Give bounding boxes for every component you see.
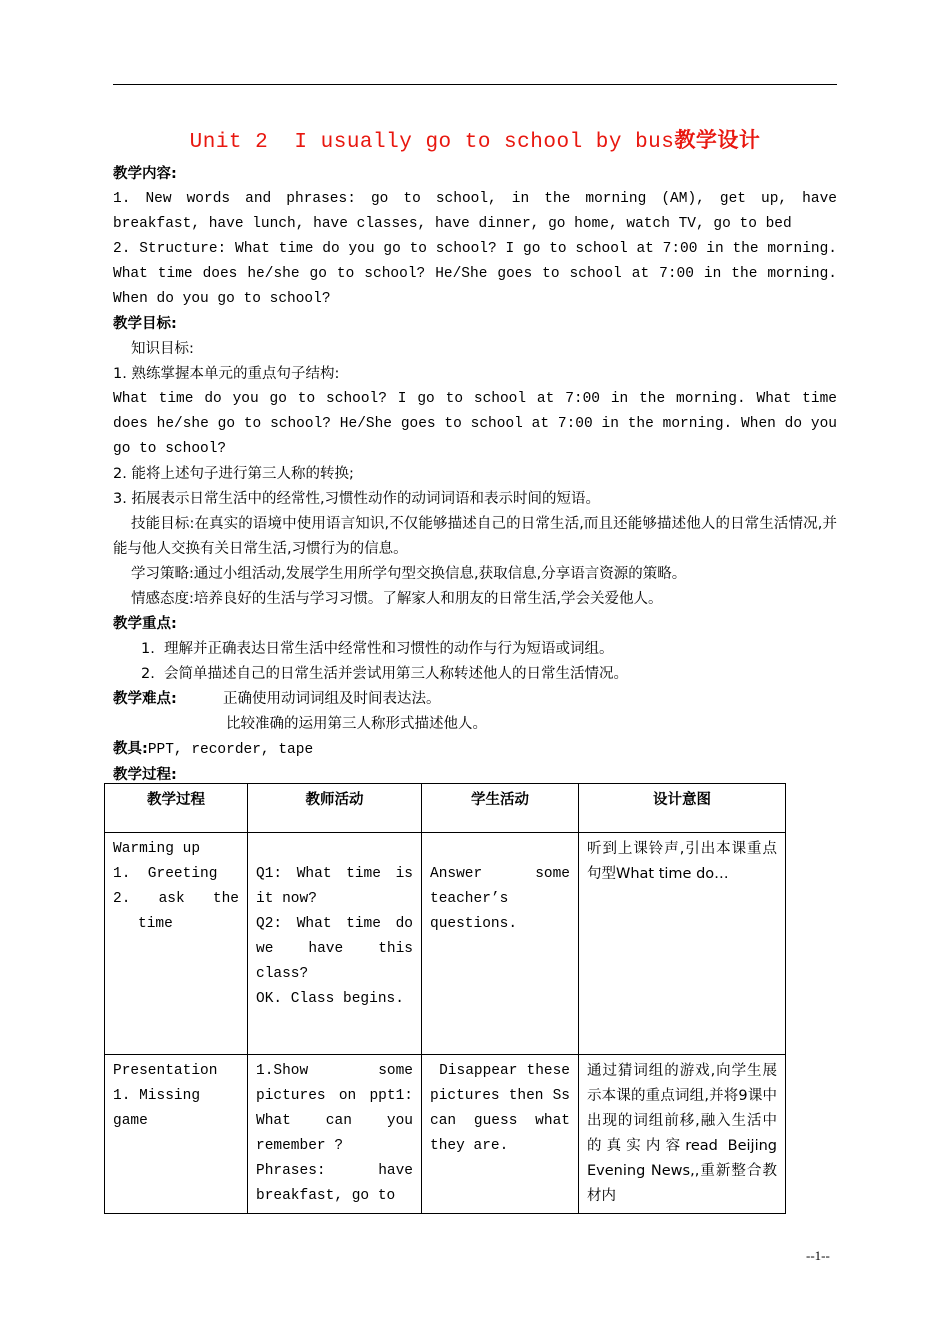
row1-stage-item: 1. Greeting xyxy=(113,866,218,882)
title-chinese: 教学设计 xyxy=(674,128,761,152)
key-points-heading: 教学重点: xyxy=(113,616,177,632)
knowledge-goal-label: 知识目标: xyxy=(131,341,194,357)
knowledge-goal-2: 2. 能将上述句子进行第三人称的转换; xyxy=(113,466,354,482)
attitude-goal: 情感态度:培养良好的生活与学习习惯。了解家人和朋友的日常生活,学会关爱他人。 xyxy=(131,591,663,607)
strategy-goal: 学习策略:通过小组活动,发展学生用所学句型交换信息,获取信息,分享语言资源的策略。 xyxy=(131,566,687,582)
tools-line xyxy=(113,737,837,763)
row1-student xyxy=(422,833,579,1055)
key-point-1: 1. 理解并正确表达日常生活中经常性和习惯性的动作与行为短语或词组。 xyxy=(141,641,614,657)
row1-student-text: Answer some teacher’s questions. xyxy=(430,866,570,932)
process-table xyxy=(104,783,786,1214)
process-heading: 教学过程: xyxy=(113,767,177,783)
header-intent: 设计意图 xyxy=(579,784,786,833)
difficulty-1: 正确使用动词词组及时间表达法。 xyxy=(223,691,441,707)
title-english: Unit 2 I usually go to school by bus xyxy=(189,131,675,154)
knowledge-goal-1: 1. 熟练掌握本单元的重点句子结构: xyxy=(113,366,340,382)
header-stage: 教学过程 xyxy=(105,784,248,833)
table-row xyxy=(105,833,786,1055)
page-number: --1-- xyxy=(806,1248,830,1263)
tools-heading: 教具: xyxy=(113,741,148,757)
row2-teacher xyxy=(248,1055,422,1214)
header-teacher: 教师活动 xyxy=(248,784,422,833)
content-item-2: 2. Structure: What time do you go to school? I go to school at 7:00 in the morning. What time does he/she go to school? He/She goes to school at 7:00 in the morning. When do you go to school? xyxy=(113,241,837,307)
row1-stage-item: 2. ask the time xyxy=(113,891,239,932)
row2-teacher-line2: Phrases: have breakfast, go to xyxy=(256,1163,413,1204)
row2-stage xyxy=(105,1055,248,1214)
page-title xyxy=(0,124,950,154)
row2-student-text: Disappear these pictures then Ss can guess what they are. xyxy=(430,1063,579,1154)
content-heading: 教学内容: xyxy=(113,166,177,182)
difficulties-block xyxy=(113,687,837,712)
row2-student xyxy=(422,1055,579,1214)
row2-stage-title: Presentation xyxy=(113,1063,218,1079)
row1-teacher-line3: OK. Class begins. xyxy=(256,991,404,1007)
difficulties-heading: 教学难点: xyxy=(113,691,177,707)
document-body xyxy=(113,162,837,788)
row1-teacher-q1: Q1: What time is it now? xyxy=(256,866,413,907)
skill-goal: 技能目标:在真实的语境中使用语言知识,不仅能够描述自己的日常生活,而且还能够描述他人的日常生活情况,并能与他人交换有关日常生活,习惯行为的信息。 xyxy=(113,516,837,557)
row1-intent: 听到上课铃声,引出本课重点句型What time do… xyxy=(579,833,786,1055)
header-rule xyxy=(113,84,837,85)
content-item-1: 1. New words and phrases: go to school, in the morning (AM), get up, have breakfast, have lunch, have classes, have dinner, go home, watch TV, go to bed xyxy=(113,191,837,232)
row2-teacher-line1: 1.Show some pictures on ppt1: What can you remember ? xyxy=(256,1063,413,1154)
tools-text: PPT, recorder, tape xyxy=(147,742,314,758)
goals-heading: 教学目标: xyxy=(113,316,177,332)
row1-stage-title: Warming up xyxy=(113,841,201,857)
row2-intent: 通过猜词组的游戏,向学生展示本课的重点词组,并将9课中出现的词组前移,融入生活中的真实内容read Beijing Evening News,,重新整合教材内 xyxy=(579,1055,786,1214)
row1-teacher-q2: Q2: What time do we have this class? xyxy=(256,916,413,982)
row2-stage-item: 1. Missing game xyxy=(113,1088,201,1129)
table-header-row xyxy=(105,784,786,833)
key-point-2: 2. 会简单描述自己的日常生活并尝试用第三人称转述他人的日常生活情况。 xyxy=(141,666,629,682)
table-row xyxy=(105,1055,786,1214)
knowledge-goal-3: 3. 拓展表示日常生活中的经常性,习惯性动作的动词词语和表示时间的短语。 xyxy=(113,491,601,507)
header-student: 学生活动 xyxy=(422,784,579,833)
difficulty-2: 比较准确的运用第三人称形式描述他人。 xyxy=(226,716,487,732)
knowledge-goal-1-text: What time do you go to school? I go to school at 7:00 in the morning. What time does he/she go to school? He/She goes to school at 7:00 in the morning. When do you go to school? xyxy=(113,391,837,457)
row1-teacher xyxy=(248,833,422,1055)
row1-stage xyxy=(105,833,248,1055)
